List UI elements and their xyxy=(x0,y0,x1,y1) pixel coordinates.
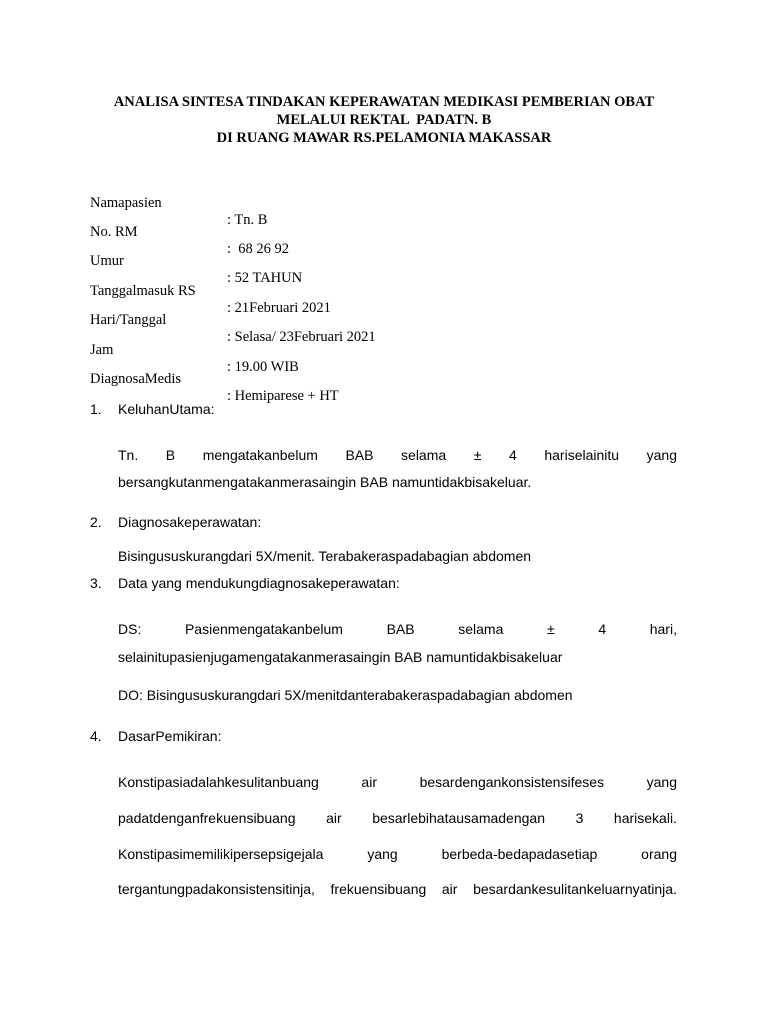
word: B xyxy=(165,447,176,463)
word: yang xyxy=(646,774,677,790)
word: yang xyxy=(367,846,398,862)
info-value: : Selasa/ 23Februari 2021 xyxy=(227,329,376,345)
info-value: : 19.00 WIB xyxy=(227,359,299,375)
section-heading-rationale: DasarPemikiran: xyxy=(118,728,222,744)
rationale-line-1 xyxy=(118,774,677,790)
word: besardengankonsistensifeses xyxy=(419,774,605,790)
word: selama xyxy=(401,447,447,463)
info-label: Jam xyxy=(90,342,114,358)
ds-line-1 xyxy=(118,621,677,637)
info-value: : 68 26 92 xyxy=(227,241,290,257)
complaint-line-2: bersangkutanmengatakanmerasaingin BAB namuntidakbisakeluar. xyxy=(118,474,532,490)
word: 4 xyxy=(508,447,517,463)
word: DS: xyxy=(118,621,142,637)
word: BAB xyxy=(386,621,415,637)
word: orang xyxy=(641,846,677,862)
section-number: 1. xyxy=(90,401,102,417)
word: 4 xyxy=(598,621,607,637)
word: selama xyxy=(458,621,504,637)
nursing-diagnosis-text: Bisingususkurangdari 5X/menit. Terabakeraspadabagian abdomen xyxy=(118,548,532,564)
word: hariselainitu xyxy=(544,447,620,463)
word: harisekali. xyxy=(613,810,677,826)
info-value: : 21Februari 2021 xyxy=(227,300,331,316)
word: ± xyxy=(547,621,555,637)
complaint-line-1 xyxy=(118,447,677,463)
section-number: 2. xyxy=(90,514,102,530)
info-value: : 52 TAHUN xyxy=(227,270,303,286)
word: frekuensibuang xyxy=(330,881,427,897)
info-value: : Tn. B xyxy=(227,212,268,228)
info-label: Hari/Tanggal xyxy=(90,312,167,328)
rationale-line-4 xyxy=(118,881,677,897)
info-value: : Hemiparese + HT xyxy=(227,388,339,404)
word: berbeda-bedapadasetiap xyxy=(441,846,598,862)
ds-line-2: selainitupasienjugamengatakanmerasaingin BAB namuntidakbisakeluar xyxy=(118,649,563,665)
info-label: DiagnosaMedis xyxy=(90,371,182,387)
section-heading-complaint: KeluhanUtama: xyxy=(118,401,215,417)
word: tergantungpadakonsistensitinja, xyxy=(118,881,315,897)
info-label: No. RM xyxy=(90,224,138,240)
word: BAB xyxy=(345,447,374,463)
section-heading-supporting-data: Data yang mendukungdiagnosakeperawatan: xyxy=(118,575,400,591)
word: yang xyxy=(646,447,677,463)
word: Tn. xyxy=(118,447,139,463)
do-line: DO: Bisingususkurangdari 5X/menitdanterabakeraspadabagian abdomen xyxy=(118,687,573,703)
word: padatdenganfrekuensibuang xyxy=(118,810,296,826)
rationale-line-2 xyxy=(118,810,677,826)
word: Konstipasiadalahkesulitanbuang xyxy=(118,774,319,790)
info-label: Umur xyxy=(90,253,124,269)
word: ± xyxy=(473,447,482,463)
word: Pasienmengatakanbelum xyxy=(184,621,343,637)
word: mengatakanbelum xyxy=(202,447,318,463)
word: air xyxy=(441,881,458,897)
section-number: 4. xyxy=(90,728,102,744)
word: air xyxy=(361,774,377,790)
word: air xyxy=(326,810,342,826)
word: hari, xyxy=(649,621,677,637)
info-label: Tanggalmasuk RS xyxy=(90,283,196,299)
title-line-3: DI RUANG MAWAR RS.PELAMONIA MAKASSAR xyxy=(216,130,552,146)
section-number: 3. xyxy=(90,575,102,591)
title-line-1: ANALISA SINTESA TINDAKAN KEPERAWATAN MEDIKASI PEMBERIAN OBAT xyxy=(113,94,655,110)
info-label: Namapasien xyxy=(90,195,162,211)
word: besardankesulitankeluarnyatinja. xyxy=(473,881,677,897)
word: besarlebihatausamadengan xyxy=(372,810,545,826)
title-line-2: MELALUI REKTAL PADATN. B xyxy=(276,112,492,128)
word: 3 xyxy=(575,810,584,826)
word: Konstipasimemilikipersepsigejala xyxy=(118,846,324,862)
section-heading-nursing-diagnosis: Diagnosakeperawatan: xyxy=(118,514,262,530)
rationale-line-3 xyxy=(118,846,677,862)
